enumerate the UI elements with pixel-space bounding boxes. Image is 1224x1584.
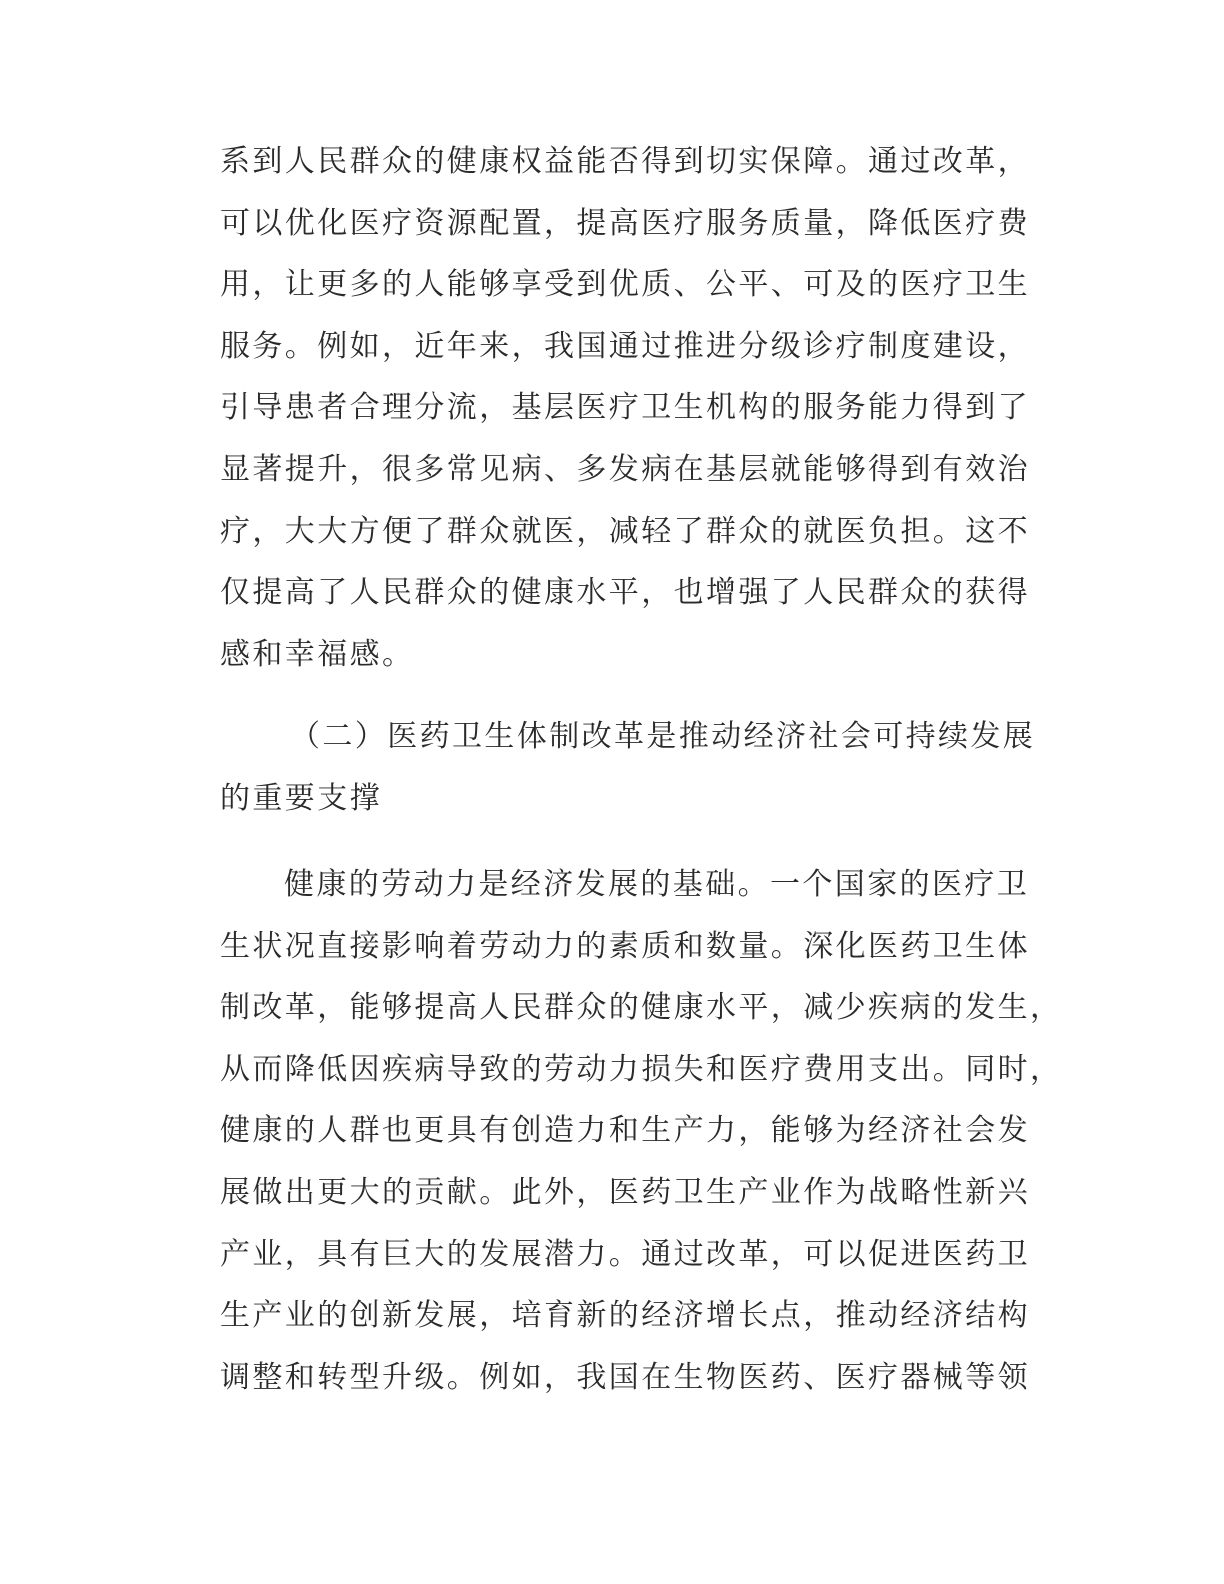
text-line: 疗，大大方便了群众就医，减轻了群众的就医负担。这不 bbox=[220, 513, 1030, 549]
text-line: 仅提高了人民群众的健康水平，也增强了人民群众的获得 bbox=[220, 575, 1030, 611]
text-line: 可以优化医疗资源配置，提高医疗服务质量，降低医疗费 bbox=[220, 205, 1030, 241]
text-line: 感和幸福感。 bbox=[220, 636, 415, 672]
text-line: 系到人民群众的健康权益能否得到切实保障。通过改革， bbox=[220, 144, 1030, 179]
text-line: 生状况直接影响着劳动力的素质和数量。深化医药卫生体 bbox=[220, 928, 1030, 964]
text-line: 健康的人群也更具有创造力和生产力，能够为经济社会发 bbox=[220, 1113, 1030, 1149]
paragraph-3 bbox=[220, 854, 1063, 1408]
text-line: 产业，具有巨大的发展潜力。通过改革，可以促进医药卫 bbox=[220, 1236, 1030, 1272]
text-line: 展做出更大的贡献。此外，医药卫生产业作为战略性新兴 bbox=[220, 1174, 1030, 1210]
text-line: 从而降低因疾病导致的劳动力损失和医疗费用支出。同时， bbox=[220, 1051, 1063, 1087]
text-line: 健康的劳动力是经济发展的基础。一个国家的医疗卫 bbox=[284, 867, 1030, 902]
text-line: 用，让更多的人能够享受到优质、公平、可及的医疗卫生 bbox=[220, 267, 1030, 303]
text-line: 服务。例如，近年来，我国通过推进分级诊疗制度建设， bbox=[220, 328, 1030, 364]
text-line: 引导患者合理分流，基层医疗卫生机构的服务能力得到了 bbox=[220, 390, 1030, 426]
text-line: 生产业的创新发展，培育新的经济增长点，推动经济结构 bbox=[220, 1298, 1030, 1334]
paragraph-1 bbox=[220, 131, 1040, 685]
text-line: 调整和转型升级。例如，我国在生物医药、医疗器械等领 bbox=[220, 1359, 1030, 1395]
text-line: 显著提升，很多常见病、多发病在基层就能够得到有效治 bbox=[220, 451, 1030, 487]
heading-line: 的重要支撑 bbox=[220, 780, 382, 816]
heading-line: （二）医药卫生体制改革是推动经济社会可持续发展 bbox=[290, 719, 1036, 754]
text-line: 制改革，能够提高人民群众的健康水平，减少疾病的发生， bbox=[220, 990, 1063, 1026]
section-heading-2 bbox=[220, 706, 1040, 829]
